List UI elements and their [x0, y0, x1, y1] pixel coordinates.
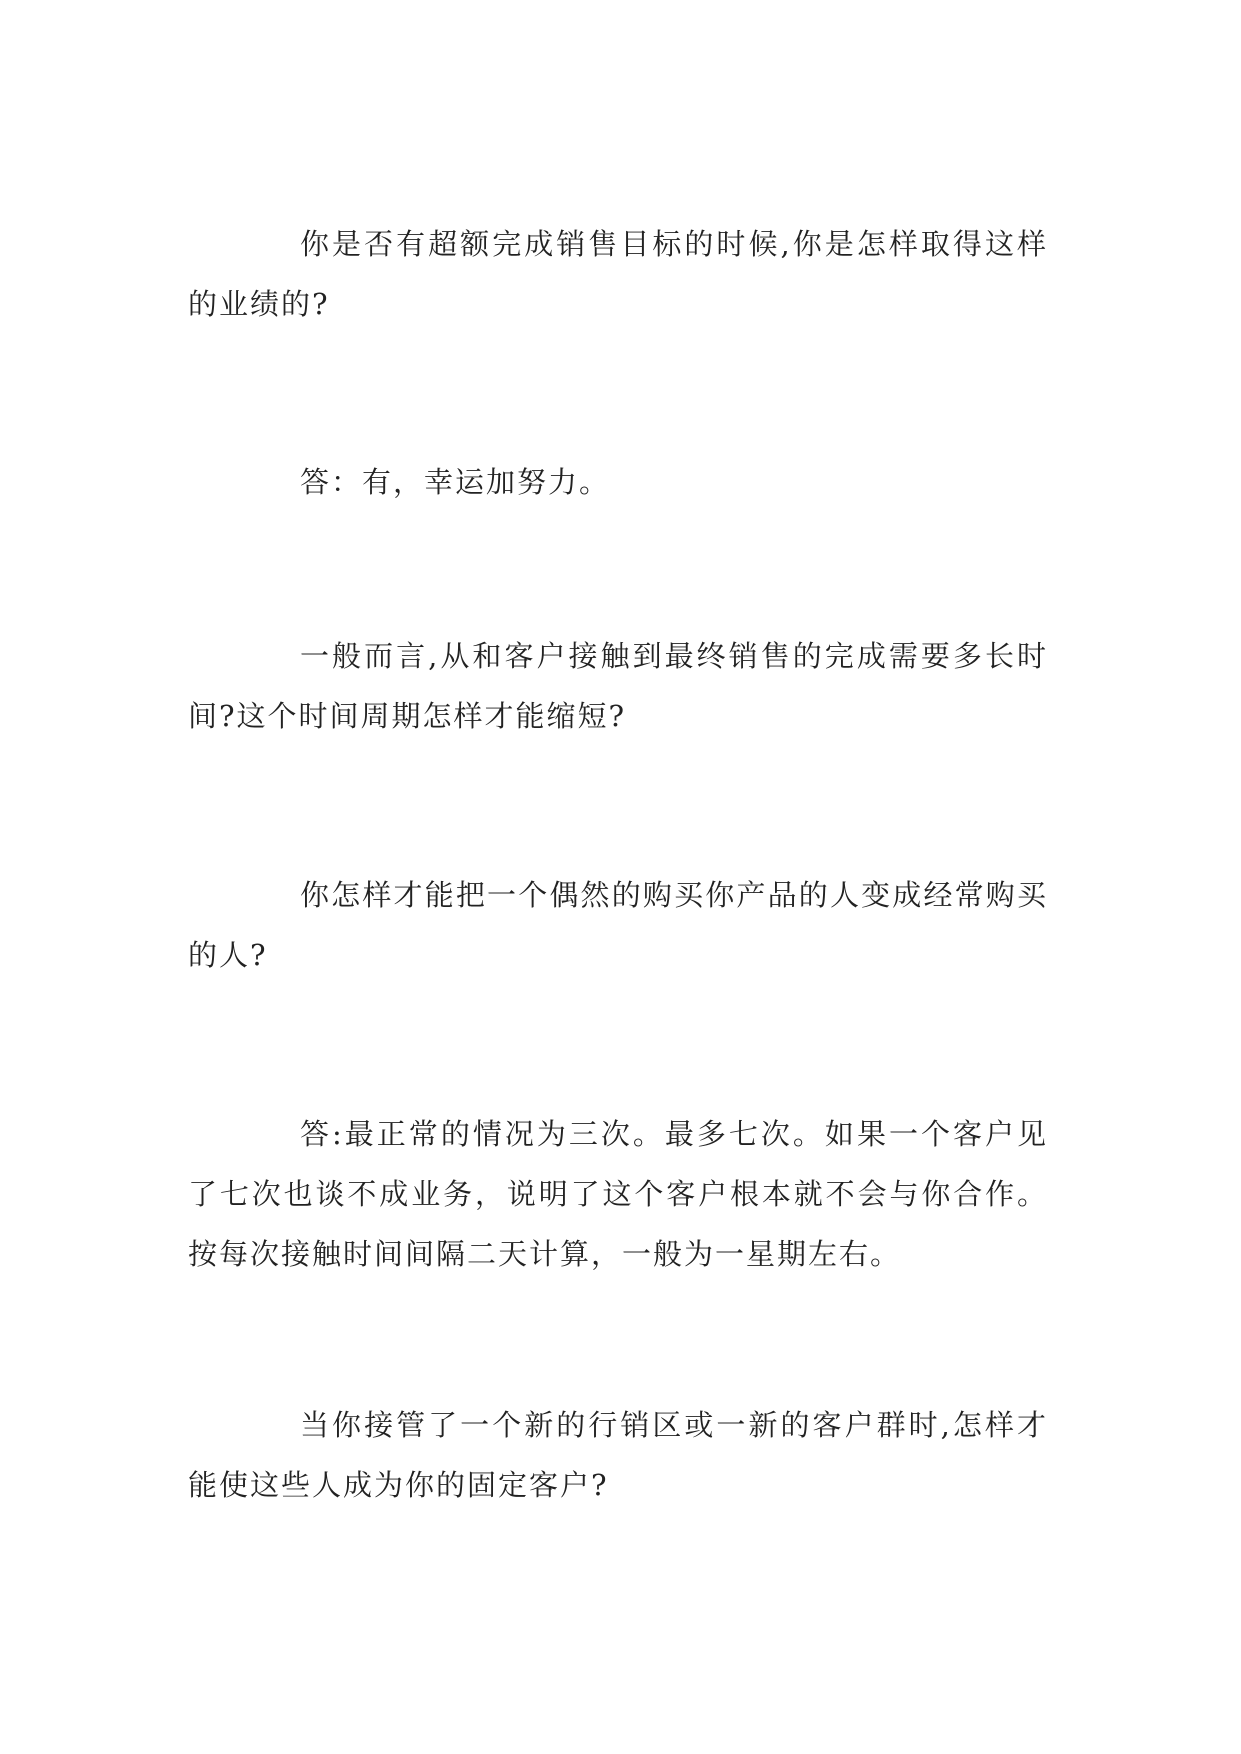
answer-paragraph: 答:最正常的情况为三次。最多七次。如果一个客户见了七次也谈不成业务，说明了这个客户根本就不会与你合作。按每次接触时间间隔二天计算，一般为一星期左右。 [188, 1117, 1048, 1271]
question-paragraph: 一般而言,从和客户接触到最终销售的完成需要多长时间?这个时间周期怎样才能缩短? [188, 639, 1048, 733]
answer-paragraph: 答：有，幸运加努力。 [300, 465, 611, 499]
question-paragraph: 当你接管了一个新的行销区或一新的客户群时,怎样才能使这些人成为你的固定客户? [188, 1408, 1048, 1502]
question-paragraph: 你怎样才能把一个偶然的购买你产品的人变成经常购买的人? [188, 878, 1048, 972]
question-paragraph: 你是否有超额完成销售目标的时候,你是怎样取得这样的业绩的? [188, 227, 1048, 321]
